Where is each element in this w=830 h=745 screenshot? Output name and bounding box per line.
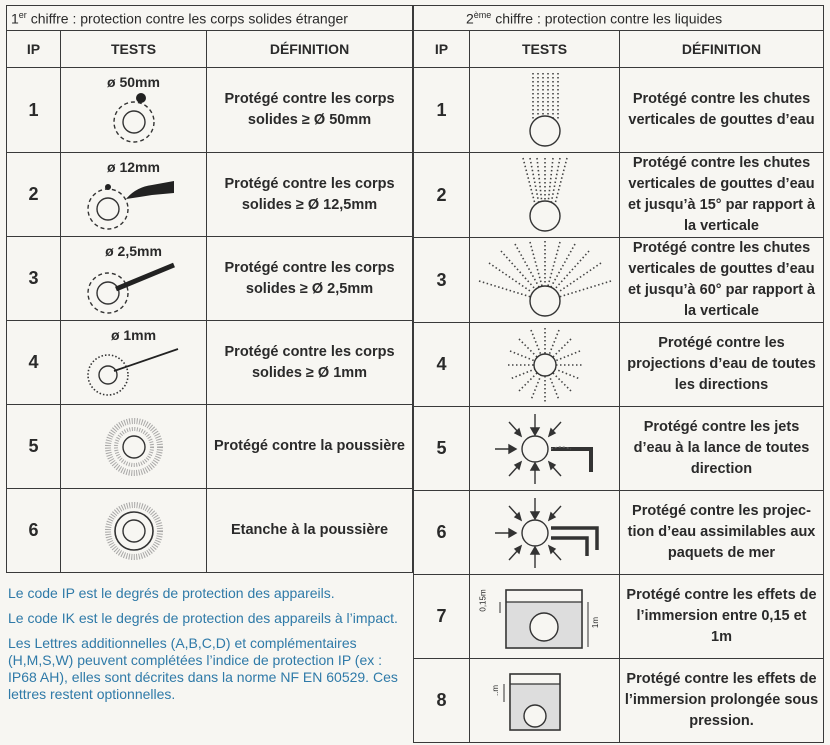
drops-60deg-icon [475,241,615,319]
ip-number: 7 [414,575,470,659]
table-row [7,68,413,153]
note-ip-code: Le code IP est le degrés de protection des appareils. [8,585,335,601]
definition-text: Protégé contre les corps solides ≥ Ø 12,5mm [207,153,413,237]
wire-probe-test-icon [74,343,194,399]
definition-text: Protégé contre les corps solides ≥ Ø 1mm [207,321,413,405]
ip-number: 4 [7,321,61,405]
table-row [7,153,413,237]
notes-section [8,585,406,711]
ip-number: 3 [7,237,61,321]
drops-15deg-icon [495,156,595,234]
depth-label: ..m [490,684,500,696]
test-diameter-label: ø 50mm [107,74,160,90]
ip-number: 4 [414,323,470,407]
col-header-tests: TESTS [470,31,620,68]
test-cell [61,405,207,489]
test-cell [470,407,620,491]
depth-label-min: 0,15m [478,588,488,612]
splash-all-directions-icon [495,326,595,404]
col-header-tests: TESTS [61,31,207,68]
test-cell [61,321,207,405]
table-row [414,323,824,407]
test-cell [61,237,207,321]
test-diameter-label: ø 12mm [107,158,160,175]
liquids-protection-table [413,5,824,743]
test-cell [61,68,207,153]
table-row [414,68,824,153]
powerful-jets-icon [475,494,615,572]
depth-label-max: 1m [590,616,600,628]
table-row [414,238,824,323]
test-cell [61,153,207,237]
definition-text: Protégé contre les chutes verticales de gouttes d’eau et jusqu’à 15° par rapport à la verticale [620,153,824,238]
col-header-definition: DÉFINITION [207,31,413,68]
ip-number: 6 [414,491,470,575]
tool-probe-test-icon [74,259,194,315]
col-header-ip: IP [414,31,470,68]
dust-protected-icon [94,412,174,482]
ip-number: 2 [7,153,61,237]
immersion-test-icon [480,582,610,652]
test-cell [470,659,620,743]
ip-number: 8 [414,659,470,743]
definition-text: Protégé contre la poussière [207,405,413,489]
test-cell [470,68,620,153]
ip-number: 2 [414,153,470,238]
test-cell [470,575,620,659]
definition-text: Protégé contre les jets d’eau à la lance de toutes direction [620,407,824,491]
vertical-drops-icon [495,71,595,149]
definition-text: Protégé contre les projections d’eau de toutes les directions [620,323,824,407]
ip-number: 5 [7,405,61,489]
dust-tight-icon [94,496,174,566]
table-row [414,491,824,575]
ip-number: 1 [7,68,61,153]
table-row [7,405,413,489]
liquids-table-caption: 2ème chiffre : protection contre les liquides [414,6,824,31]
definition-text: Protégé contre les effets de l’immersion entre 0,15 et 1m [620,575,824,659]
test-cell [470,238,620,323]
definition-text: Protégé contre les chutes verticales de gouttes d’eau et jusqu’à 60° par rapport à la verticale [620,238,824,323]
note-ik-code: Le code IK est le degrés de protection des appareils à l’impact. [8,610,398,626]
table-row [7,489,413,573]
table-row [414,407,824,491]
solids-protection-table [6,5,413,573]
col-header-definition: DÉFINITION [620,31,824,68]
table-row [7,237,413,321]
definition-text: Protégé contre les corps solides ≥ Ø 50mm [207,68,413,153]
test-diameter-label: ø 2,5mm [105,242,162,259]
solids-table-caption: 1er chiffre : protection contre les corps solides étranger [7,6,413,31]
test-cell [470,323,620,407]
test-cell [470,491,620,575]
definition-text: Etanche à la poussière [207,489,413,573]
definition-text: Protégé contre les chutes verticales de gouttes d’eau [620,68,824,153]
ip-number: 3 [414,238,470,323]
definition-text: Protégé contre les corps solides ≥ Ø 2,5mm [207,237,413,321]
definition-text: Protégé contre les projec-tion d’eau assimilables aux paquets de mer [620,491,824,575]
note-additional-letters: Les Lettres additionnelles (A,B,C,D) et complémentaires (H,M,S,W) peuvent complétées l’indice de protection IP (ex : IP68 AH), elles sont décrites dans la norme NF EN 60529. Ces lettres restent optionnelles. [8,635,398,702]
ip-number: 5 [414,407,470,491]
ip-number: 6 [7,489,61,573]
ip-number: 1 [414,68,470,153]
definition-text: Protégé contre les effets de l’immersion prolongée sous pression. [620,659,824,743]
table-row [414,153,824,238]
test-cell [470,153,620,238]
table-row [414,659,824,743]
col-header-ip: IP [7,31,61,68]
test-diameter-label: ø 1mm [110,326,157,343]
test-cell [61,489,207,573]
solid-50mm-test-icon [94,90,174,146]
table-row [7,321,413,405]
table-row [414,575,824,659]
water-jet-icon [475,410,615,488]
prolonged-immersion-icon [480,666,610,736]
finger-probe-test-icon [74,175,194,231]
